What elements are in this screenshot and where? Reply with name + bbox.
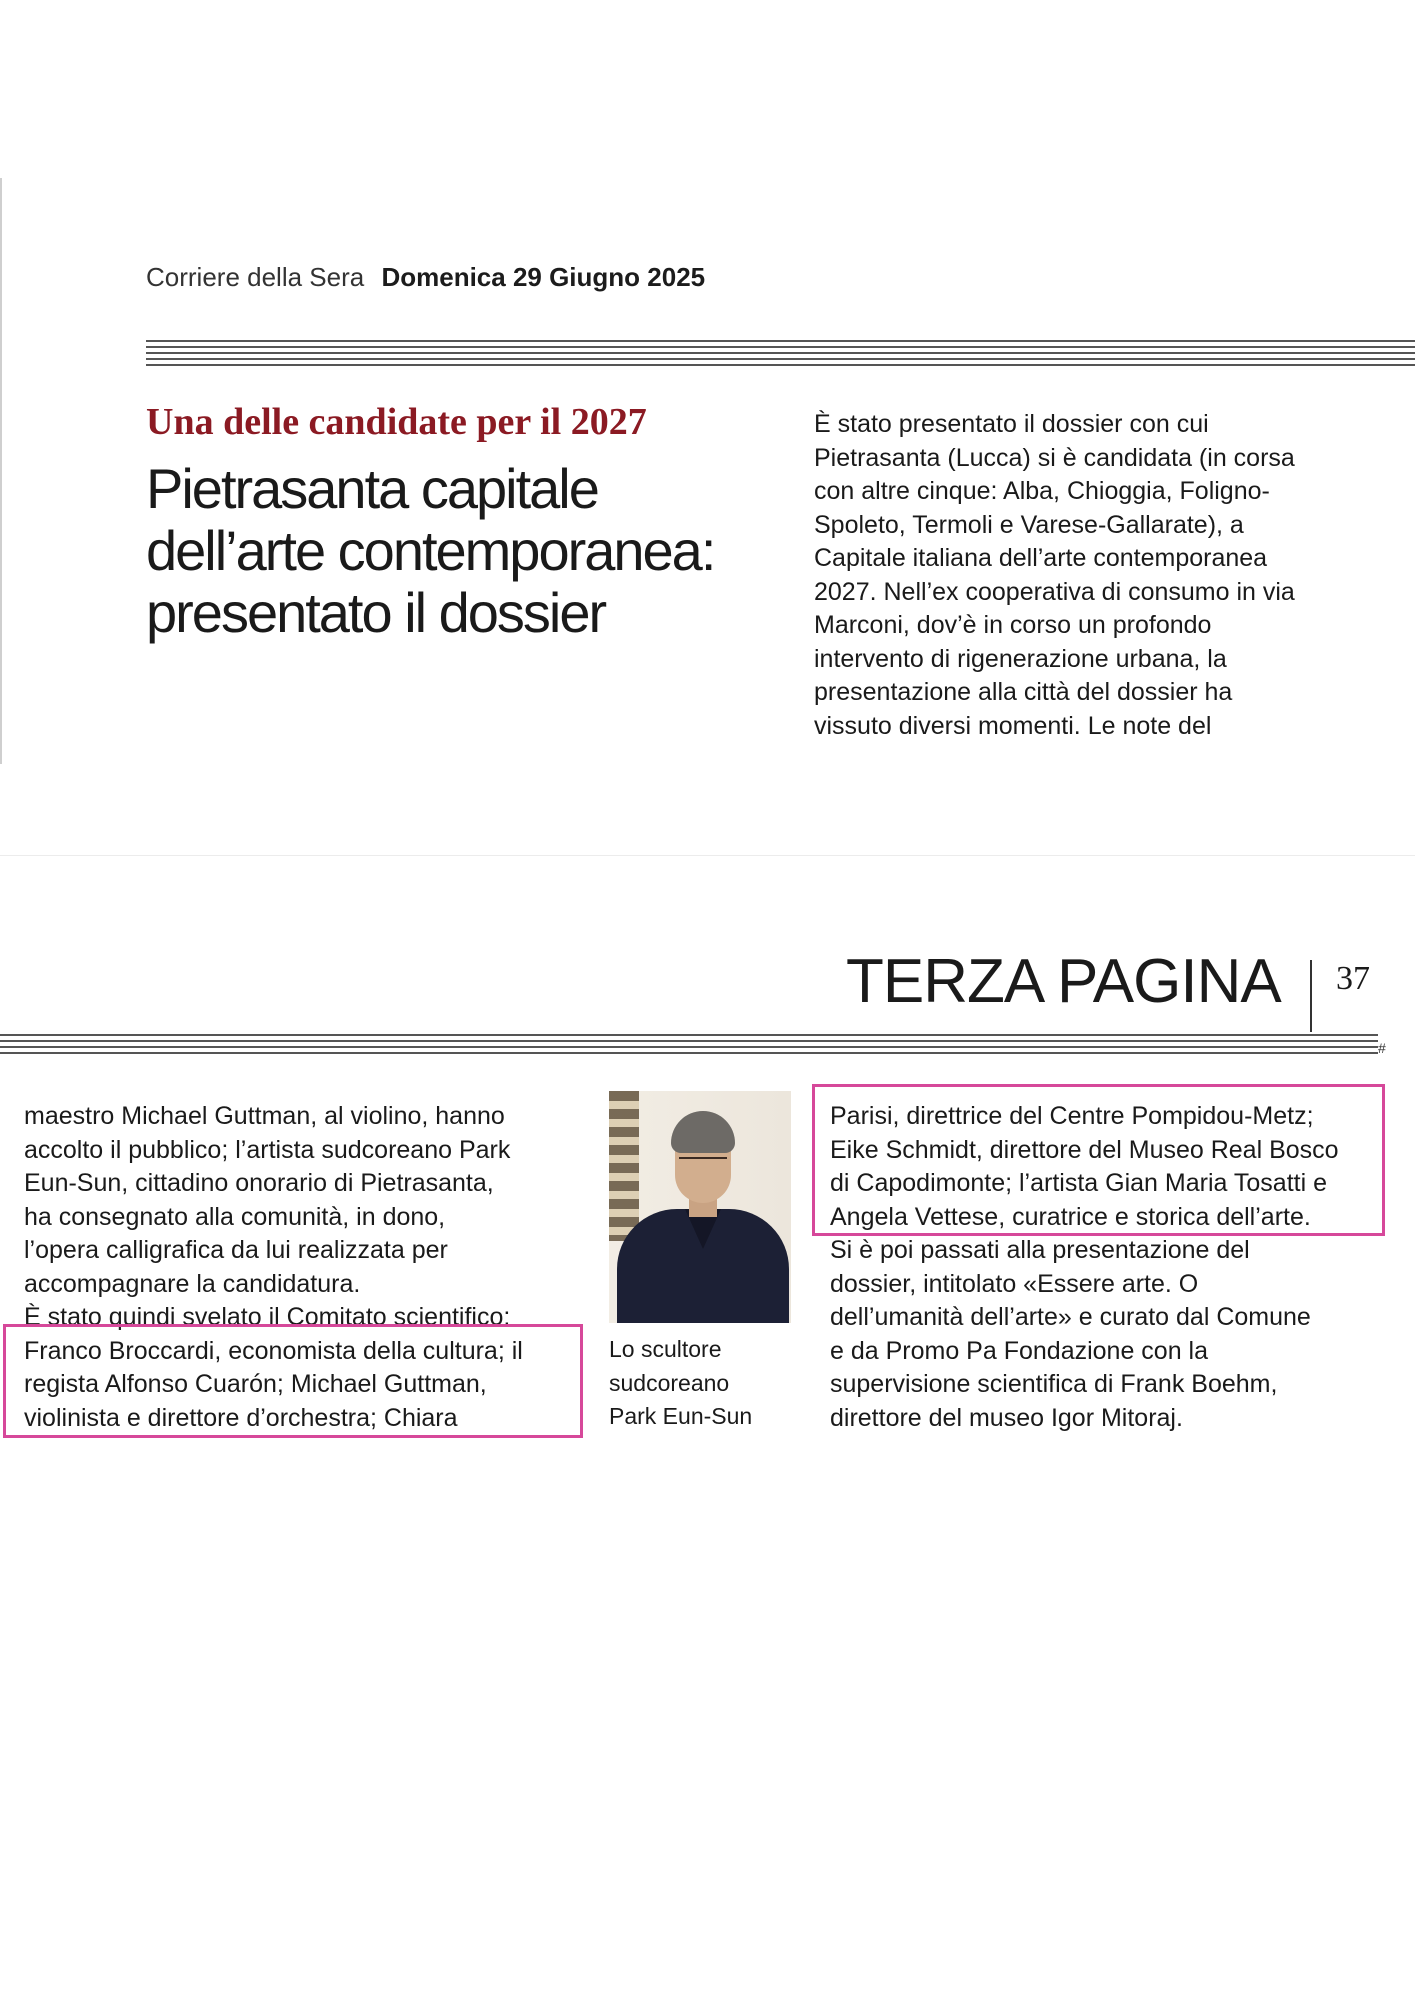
- text-line: Si è poi passati alla presentazione del: [830, 1236, 1250, 1264]
- text-line: 2027. Nell’ex cooperativa di consumo in via: [814, 577, 1295, 606]
- photo-caption: [609, 1333, 799, 1434]
- caption-line: Park Eun-Sun: [609, 1403, 753, 1429]
- text-line: maestro Michael Guttman, al violino, hanno: [24, 1102, 505, 1130]
- text-line: Angela Vettese, curatrice e storica dell’arte.: [830, 1202, 1311, 1231]
- page-number: 37: [1336, 960, 1370, 997]
- highlight-box-committee: [3, 1324, 583, 1438]
- text-line: accompagnare la candidatura.: [24, 1269, 361, 1298]
- text-line: accolto il pubblico; l’artista sudcoreano Park: [24, 1135, 511, 1164]
- text-line: Capitale italiana dell’arte contemporanea: [814, 544, 1268, 572]
- clip-separator: [0, 855, 1415, 856]
- text-line: con altre cinque: Alba, Chioggia, Foligno-: [814, 477, 1270, 505]
- text-line: dossier, intitolato «Essere arte. O: [830, 1269, 1199, 1298]
- issue-date: Domenica 29 Giugno 2025: [381, 262, 706, 292]
- text-line: È stato presentato il dossier con cui: [814, 410, 1209, 438]
- newspaper-name: Corriere della Sera: [146, 262, 365, 292]
- text-line: regista Alfonso Cuarón; Michael Guttman,: [24, 1370, 487, 1398]
- masthead-rules: [146, 340, 1415, 368]
- left-edge-line: [0, 178, 2, 764]
- text-line: Eike Schmidt, direttore del Museo Real Bosco: [830, 1135, 1339, 1164]
- caption-line: Lo scultore: [609, 1336, 722, 1362]
- portrait-photo: [609, 1091, 791, 1323]
- section-divider: [1310, 960, 1312, 1032]
- text-line: presentazione alla città del dossier ha: [814, 678, 1233, 706]
- section-title: TERZA PAGINA: [846, 947, 1281, 1016]
- text-line: dell’umanità dell’arte» e curato dal Comune: [830, 1303, 1311, 1331]
- headline-line: dell’arte contemporanea:: [146, 519, 715, 582]
- masthead: [146, 262, 705, 293]
- text-line: Marconi, dov’è in corso un profondo: [814, 611, 1212, 639]
- text-line: supervisione scientifica di Frank Boehm,: [830, 1370, 1278, 1398]
- text-line: di Capodimonte; l’artista Gian Maria Tosatti e: [830, 1169, 1327, 1197]
- text-line: Parisi, direttrice del Centre Pompidou-Metz;: [830, 1102, 1314, 1130]
- text-line: È stato quindi svelato il Comitato scientifico:: [24, 1303, 511, 1331]
- text-line: ha consegnato alla comunità, in dono,: [24, 1202, 446, 1231]
- caption-line: sudcoreano: [609, 1369, 730, 1396]
- article-kicker: Una delle candidate per il 2027: [146, 401, 647, 443]
- headline-line: Pietrasanta capitale: [146, 457, 598, 520]
- headline-line: presentato il dossier: [146, 581, 606, 644]
- article-lead: [814, 408, 1374, 743]
- calligraphy-strip: [609, 1091, 639, 1241]
- text-line: Eun-Sun, cittadino onorario di Pietrasanta,: [24, 1169, 494, 1197]
- text-line: Franco Broccardi, economista della cultura; il: [24, 1336, 523, 1365]
- section-rules: [0, 1034, 1378, 1062]
- text-line: violinista e direttore d’orchestra; Chiara: [24, 1403, 458, 1432]
- text-line: Spoleto, Termoli e Varese-Gallarate), a: [814, 510, 1244, 539]
- photo-hair: [671, 1111, 735, 1153]
- highlight-box-committee-continued: [812, 1084, 1385, 1236]
- photo-glasses: [679, 1157, 727, 1169]
- text-line: direttore del museo Igor Mitoraj.: [830, 1403, 1183, 1432]
- text-line: l’opera calligrafica da lui realizzata per: [24, 1236, 448, 1264]
- text-line: e da Promo Pa Fondazione con la: [830, 1336, 1209, 1365]
- hash-mark: #: [1378, 1040, 1386, 1056]
- article-headline: [146, 458, 786, 644]
- text-line: Pietrasanta (Lucca) si è candidata (in corsa: [814, 443, 1295, 472]
- text-line: vissuto diversi momenti. Le note del: [814, 711, 1212, 740]
- text-line: intervento di rigenerazione urbana, la: [814, 644, 1227, 673]
